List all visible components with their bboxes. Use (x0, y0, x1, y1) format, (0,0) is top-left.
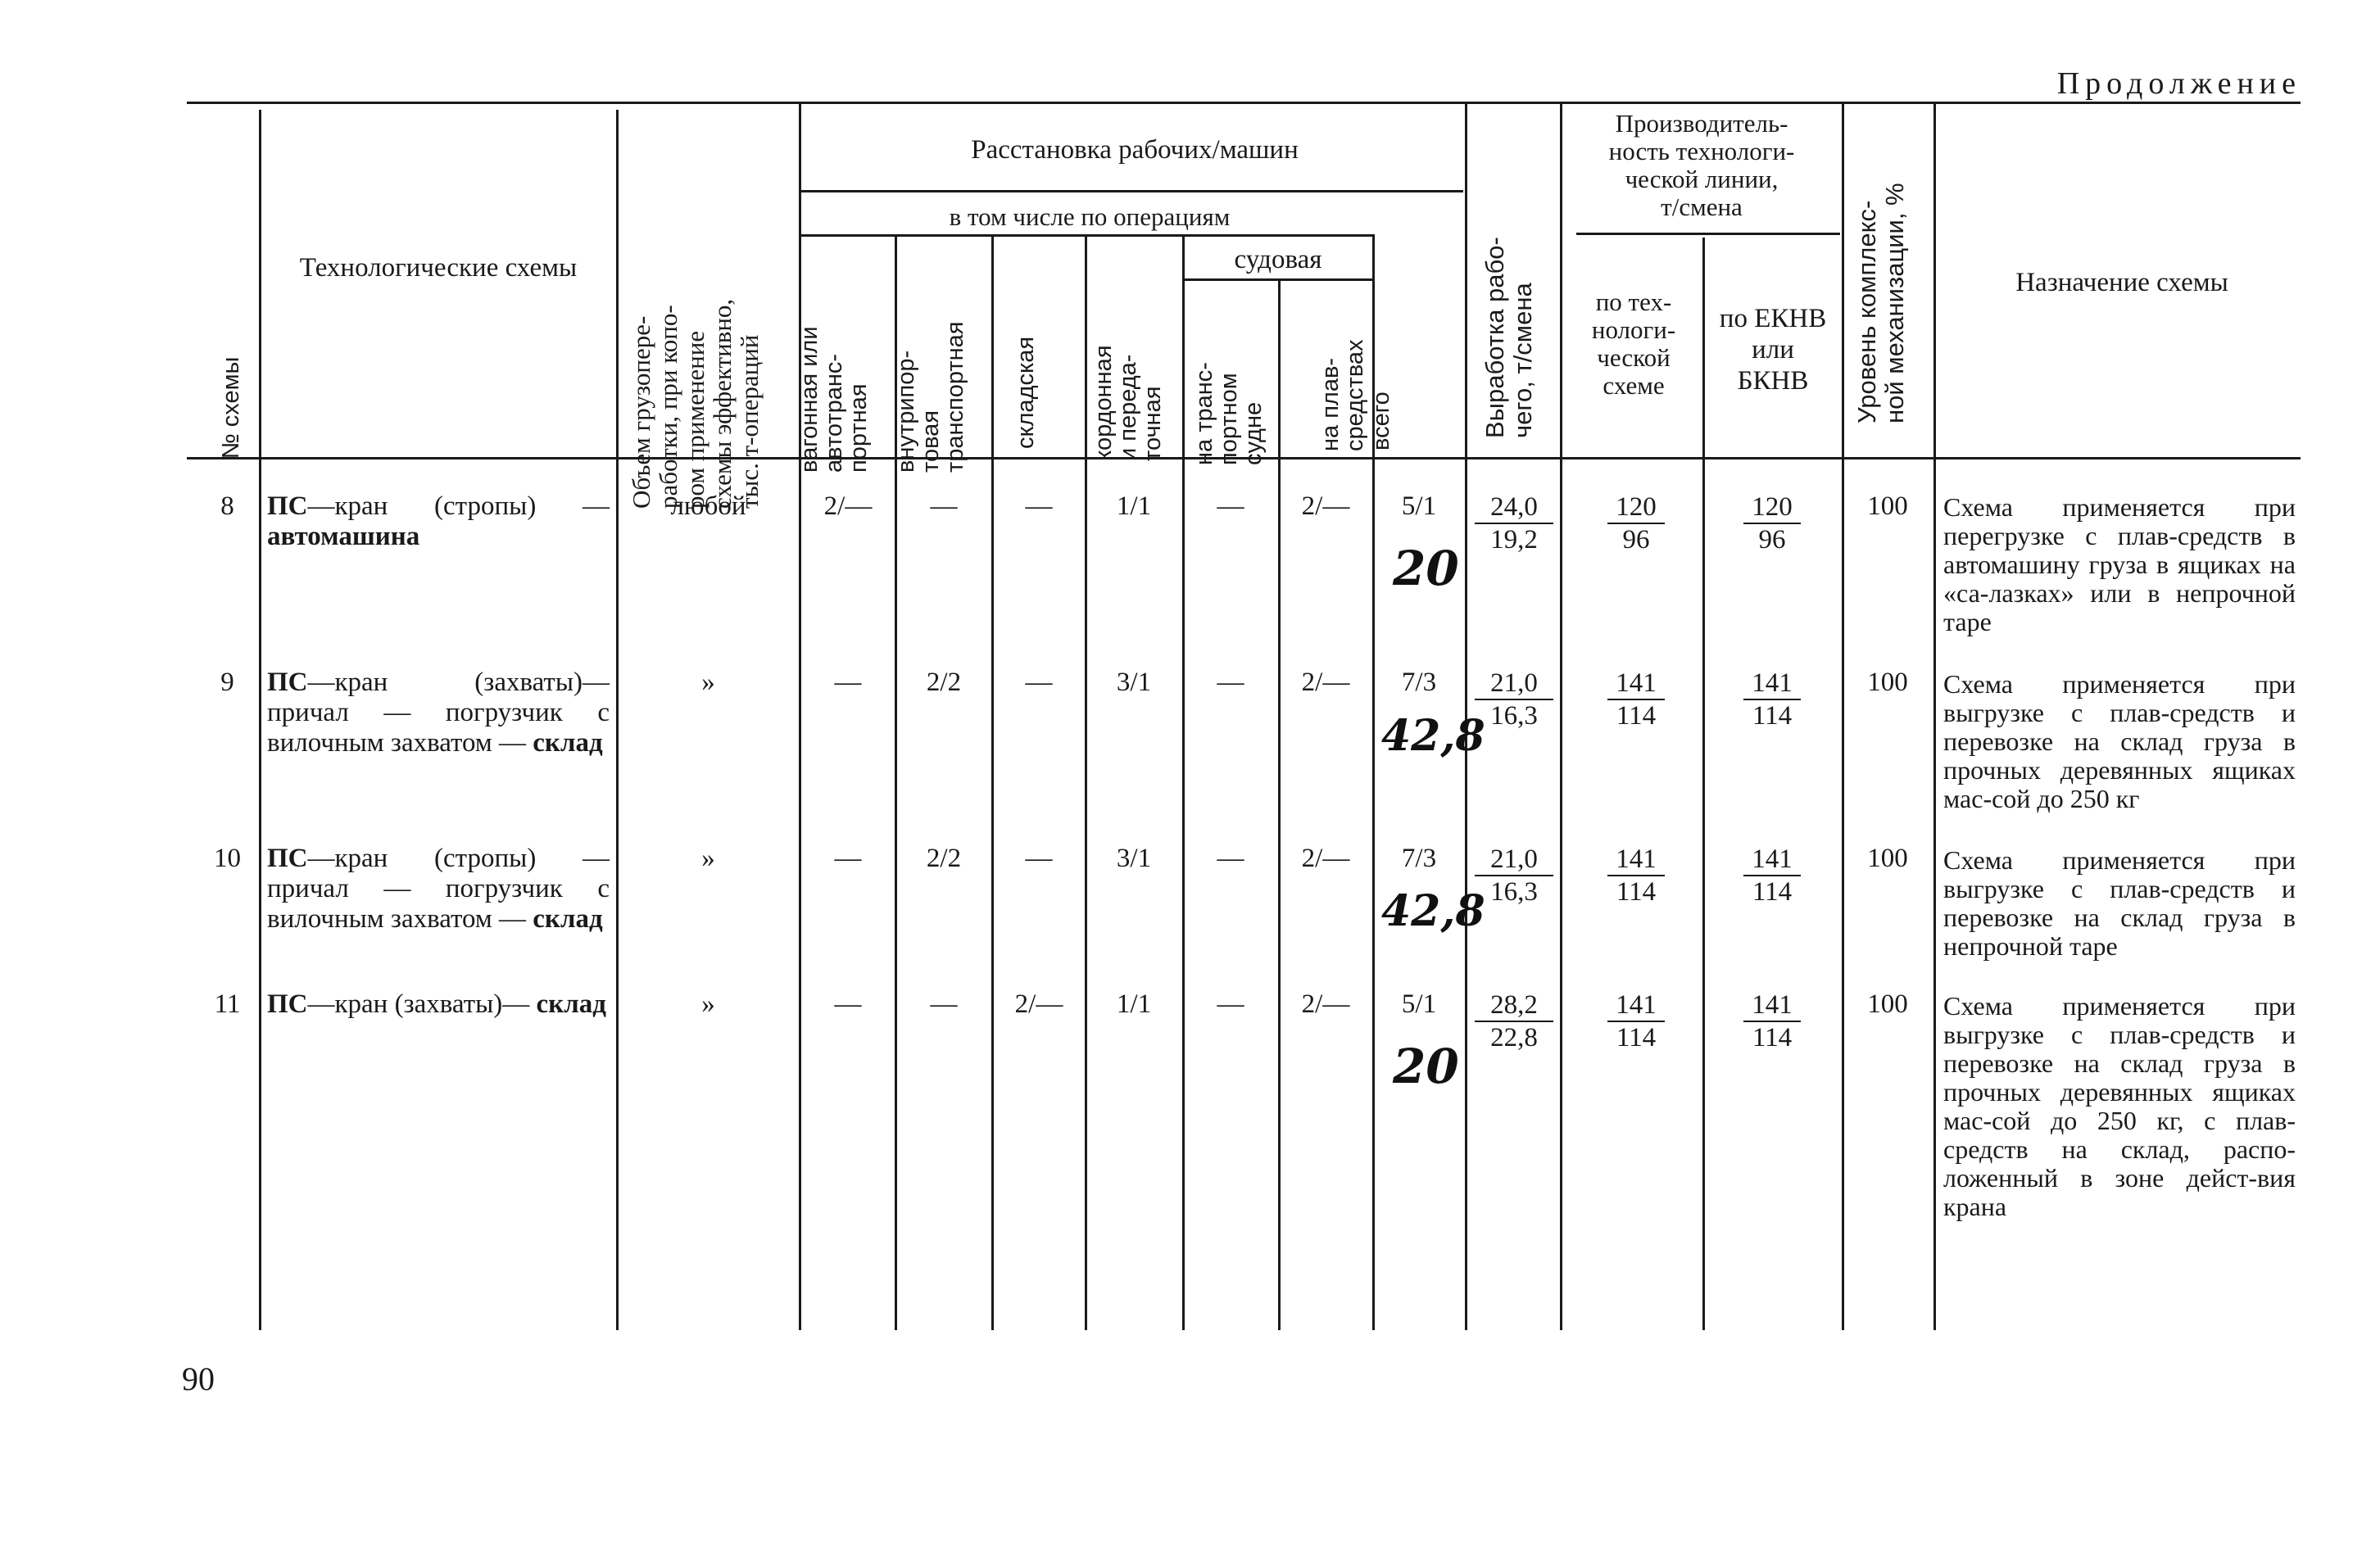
row-purpose: Схема применяется при выгрузке с плав-средств и перевозке на склад груза в непрочной таре (1943, 845, 2296, 961)
table-top-rule (187, 102, 2301, 104)
row-prod-scheme-bottom: 96 (1622, 525, 1650, 554)
row-intraport: — (930, 989, 958, 1019)
header-mechanization: Уровень комплекс- ной механизации, % (1852, 183, 1909, 423)
row-prod-ekhv (1743, 668, 1801, 731)
header-ship-group: судовая (1234, 245, 1322, 274)
col-rule-12 (1702, 238, 1705, 1330)
col-rule-13 (1842, 102, 1844, 1330)
row-scheme-bold: склад (533, 728, 603, 758)
header-placement: Расстановка рабочих/машин (971, 135, 1299, 165)
row-scheme-bold: ПС (267, 491, 308, 521)
header-ship-floating: на плав- средствах (1317, 339, 1368, 451)
row-cordon: 3/1 (1116, 668, 1152, 697)
row-output (1475, 491, 1553, 555)
row-output (1475, 844, 1553, 908)
row-prod-scheme-top: 120 (1607, 491, 1665, 524)
page-number: 90 (182, 1360, 215, 1397)
row-prod-scheme-bottom: 114 (1616, 1023, 1657, 1052)
row-total: 7/3 (1401, 844, 1437, 873)
row-prod-ekhv (1743, 989, 1801, 1053)
handwritten-note: 42,8 (1381, 886, 1485, 936)
header-scheme (270, 254, 606, 282)
row-output (1475, 668, 1553, 731)
row-volume: » (701, 668, 715, 697)
row-mechanization: 100 (1867, 989, 1908, 1019)
row-output-top: 28,2 (1475, 989, 1553, 1022)
header-cordon: кордонная и переда- точная (1090, 345, 1166, 461)
row-output-top: 21,0 (1475, 844, 1553, 876)
row-prod-ekhv-top: 120 (1743, 491, 1801, 524)
row-prod-scheme-bottom: 114 (1616, 877, 1657, 907)
row-output-bottom: 16,3 (1490, 877, 1538, 907)
row-prod-ekhv-top: 141 (1743, 844, 1801, 876)
row-ship-floating: 2/— (1301, 668, 1350, 697)
row-total: 5/1 (1401, 989, 1437, 1019)
row-warehouse: — (1025, 844, 1053, 873)
row-prod-ekhv-bottom: 114 (1752, 1023, 1793, 1052)
header-ship-transport: на транс- портном судне (1191, 362, 1267, 465)
row-ship-transport: — (1217, 844, 1244, 873)
row-prod-ekhv-bottom: 114 (1752, 877, 1793, 907)
row-intraport: 2/2 (926, 668, 962, 697)
row-scheme (267, 844, 610, 935)
row-ship-transport: — (1217, 668, 1244, 697)
row-total: 7/3 (1401, 668, 1437, 697)
row-output-bottom: 19,2 (1490, 525, 1538, 554)
header-no: № схемы (218, 356, 244, 459)
row-output (1475, 989, 1553, 1053)
row-scheme-text: —кран (захваты)— причал — погрузчик с вилочным захватом — (267, 668, 610, 758)
header-purpose: Назначение схемы (2015, 268, 2228, 297)
row-prod-scheme (1607, 844, 1665, 908)
placement-sub-rule (801, 190, 1463, 192)
row-prod-ekhv (1743, 491, 1801, 555)
col-rule-7 (1182, 234, 1185, 1330)
header-warehouse: складская (1013, 336, 1039, 449)
header-scheme-text: Технологические схемы (299, 253, 578, 283)
row-volume: » (701, 844, 715, 873)
row-wagon: — (834, 844, 862, 873)
row-output-bottom: 22,8 (1490, 1023, 1538, 1052)
row-mechanization: 100 (1867, 668, 1908, 697)
handwritten-note: 20 (1393, 541, 1459, 596)
row-warehouse: — (1025, 491, 1053, 521)
row-no: 8 (220, 491, 234, 521)
header-output: Выработка рабо- чего, т/смена (1480, 237, 1537, 438)
handwritten-note: 20 (1393, 1039, 1459, 1094)
header-wagon: вагонная или автотранс- портная (796, 326, 872, 473)
row-prod-scheme-top: 141 (1607, 989, 1665, 1022)
header-prod-by-scheme: по тех- нологи- ческой схеме (1591, 287, 1676, 400)
col-rule-11 (1560, 102, 1562, 1330)
row-ship-floating: 2/— (1301, 844, 1350, 873)
row-no: 9 (220, 668, 234, 697)
col-rule-5 (991, 234, 994, 1330)
row-prod-scheme (1607, 989, 1665, 1053)
continued-label: Продолжение (2056, 66, 2301, 101)
header-intraport: внутрипор- товая транспортная (893, 321, 968, 473)
row-intraport: — (930, 491, 958, 521)
row-scheme-bold: автомашина (267, 522, 420, 551)
row-scheme-bold: склад (536, 989, 606, 1019)
row-no: 10 (214, 844, 241, 873)
row-prod-scheme (1607, 668, 1665, 731)
productivity-sub-rule (1576, 233, 1840, 235)
header-prod-by-ekhv: по ЕКНВ или БКНВ (1719, 304, 1827, 396)
row-cordon: 1/1 (1116, 989, 1152, 1019)
row-scheme-bold: ПС (267, 844, 308, 873)
row-prod-ekhv-bottom: 96 (1758, 525, 1786, 554)
row-no: 11 (214, 989, 241, 1019)
row-prod-ekhv (1743, 844, 1801, 908)
row-prod-scheme-bottom: 114 (1616, 701, 1657, 731)
col-rule-8 (1278, 278, 1281, 1330)
row-scheme (267, 668, 610, 758)
header-by-operations: в том числе по операциям (949, 202, 1231, 231)
row-cordon: 3/1 (1116, 844, 1152, 873)
row-prod-ekhv-top: 141 (1743, 668, 1801, 700)
row-scheme-bold: ПС (267, 668, 308, 697)
row-purpose: Схема применяется при выгрузке с плав-средств и перевозке на склад груза в прочных деревянных ящиках мас-сой до 250 кг (1943, 669, 2296, 813)
row-prod-scheme-top: 141 (1607, 844, 1665, 876)
row-scheme-bold: ПС (267, 989, 308, 1019)
row-intraport: 2/2 (926, 844, 962, 873)
row-ship-transport: — (1217, 491, 1244, 521)
row-scheme-text: —кран (стропы) — (307, 491, 610, 521)
row-warehouse: 2/— (1014, 989, 1063, 1019)
col-rule-2 (616, 110, 619, 1330)
row-wagon: — (834, 989, 862, 1019)
row-output-top: 21,0 (1475, 668, 1553, 700)
row-prod-scheme (1607, 491, 1665, 555)
row-output-bottom: 16,3 (1490, 701, 1538, 731)
row-purpose: Схема применяется при перегрузке с плав-средств в автомашину груза в ящиках на «са-лазках» или в непрочной таре (1943, 492, 2296, 636)
col-rule-6 (1085, 234, 1087, 1330)
row-purpose: Схема применяется при выгрузке с плав-средств и перевозке на склад груза в прочных деревянных ящиках мас-сой до 250 кг, с плав-средств на склад, распо-ложенный в зоне дейст-вия крана (1943, 991, 2296, 1221)
operations-sub-rule (801, 234, 1375, 237)
row-ship-floating: 2/— (1301, 989, 1350, 1019)
row-scheme (267, 989, 610, 1020)
row-ship-transport: — (1217, 989, 1244, 1019)
row-volume: любой (670, 491, 746, 521)
row-total: 5/1 (1401, 491, 1437, 521)
row-ship-floating: 2/— (1301, 491, 1350, 521)
row-scheme (267, 491, 610, 552)
row-cordon: 1/1 (1116, 491, 1152, 521)
row-warehouse: — (1025, 668, 1053, 697)
row-scheme-text: —кран (стропы) — причал — погрузчик с вилочным захватом — (267, 844, 610, 934)
handwritten-note: 42,8 (1381, 711, 1485, 761)
row-prod-ekhv-bottom: 114 (1752, 701, 1793, 731)
header-volume: Объем грузопере- работки, при копо- ром применение схемы эффективно, тыс. т-операций (627, 298, 764, 509)
col-rule-14 (1933, 102, 1936, 1330)
header-productivity: Производитель- ность технологи- ческой линии, т/смена (1608, 109, 1795, 221)
row-volume: » (701, 989, 715, 1019)
row-wagon: — (834, 668, 862, 697)
row-scheme-text: —кран (захваты)— (307, 989, 530, 1019)
header-total: всего (1368, 392, 1394, 450)
row-prod-ekhv-top: 141 (1743, 989, 1801, 1022)
col-rule-1 (259, 110, 261, 1330)
row-prod-scheme-top: 141 (1607, 668, 1665, 700)
row-mechanization: 100 (1867, 491, 1908, 521)
row-scheme-bold: склад (533, 904, 603, 934)
row-wagon: 2/— (823, 491, 873, 521)
row-mechanization: 100 (1867, 844, 1908, 873)
row-output-top: 24,0 (1475, 491, 1553, 524)
